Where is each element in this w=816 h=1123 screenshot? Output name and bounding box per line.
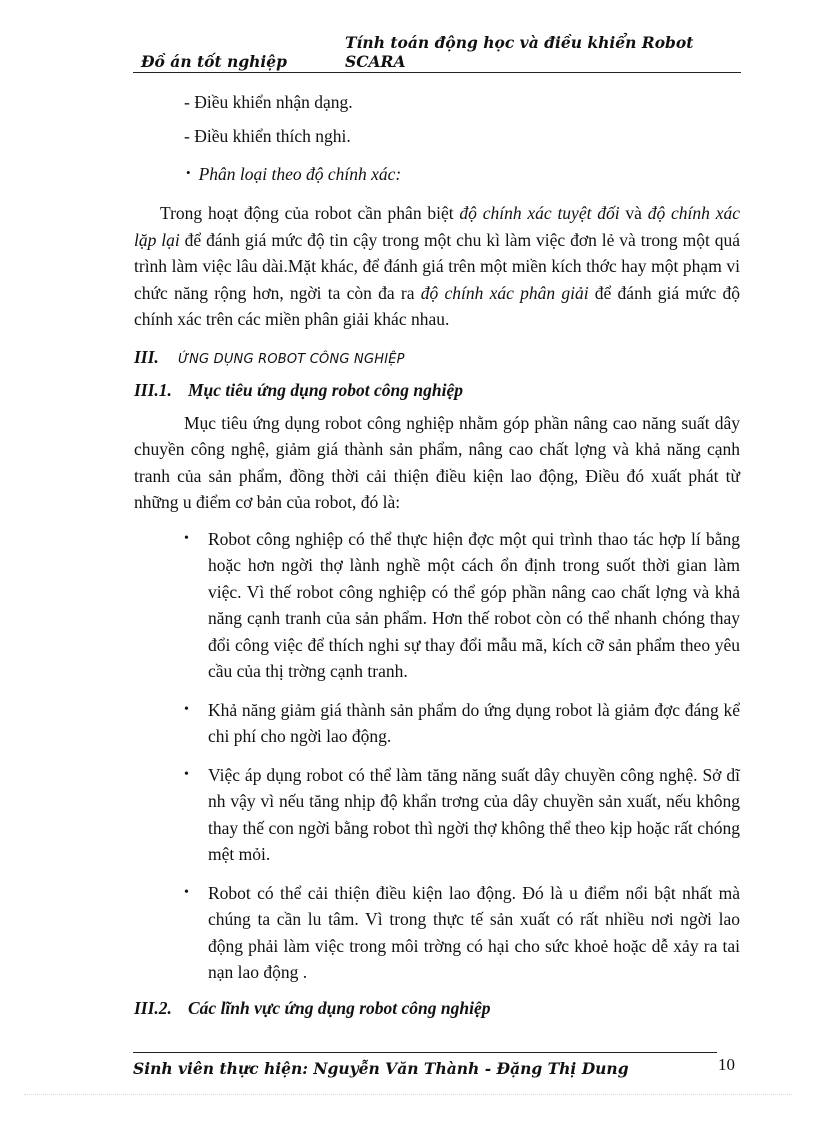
para1-text-2: và [619,203,648,223]
subsection-title: Các lĩnh vực ứng dụng robot công nghiệp [188,997,491,1018]
list-item-text: Khả năng giảm giá thành sản phẩm do ứng dụng robot là giảm đợc đáng kể chi phí cho ngời lao động. [208,699,740,746]
footer-author-text: Sinh viên thực hiện: Nguyễn Văn Thành - Đặng Thị Dung [133,1059,629,1078]
paragraph-do-chinh-xac [134,200,740,333]
section-number: III. [134,346,159,367]
bullet-dot-icon: • [184,530,189,546]
page-edge-divider [24,1094,792,1095]
bullet-heading-do-chinh-xac [134,160,740,190]
list-line-nhan-dang: - Điều khiển nhận dạng. [184,92,353,112]
list-item-text: Robot công nghiệp có thể thực hiện đợc một qui trình thao tác hợp lí bằng hoặc hơn ngời thợ lành nghề một cách ổn định trong suốt thời gian làm việc. Vì thế robot công nghiệp có thể góp phần nâng cao chất lợng và khả năng cạnh tranh của sản phẩm. Hơn thế robot còn có thể nhanh chóng thay đổi công việc để thích nghi sự thay đổi mẫu mã, kích cỡ sản phẩm theo yêu cầu của thị trờng cạnh tranh. [208,528,740,681]
list-item-text: Robot có thể cải thiện điều kiện lao động. Đó là u điểm nổi bật nhất mà chúng ta cần lu tâm. Vì trong thực tế sản xuất có rất nhiều nơi ngời lao động phải làm việc trong môi trờng có hại cho sức khoẻ hoặc dễ xảy ra tai nạn lao động . [208,882,740,982]
advantages-list [134,526,740,986]
list-item-text: Việc áp dụng robot có thể làm tăng năng suất dây chuyền công nghệ. Sở dĩ nh vậy vì nếu tăng nhịp độ khẩn trơng của dây chuyền sản xuất, nếu không thay thế con ngời bằng robot thì ngời thợ không thể theo kịp hoặc rất chóng mệt mỏi. [208,764,740,864]
bullet-heading-text: Phân loại theo độ chính xác: [198,164,402,184]
section-heading-iii [134,343,740,374]
list-item [184,880,740,986]
list-item [184,526,740,685]
header-right-text: Tính toán động học và điều khiển Robot SCARA [345,33,694,71]
page-footer [133,1052,717,1078]
list-line-thich-nghi: - Điều khiển thích nghi. [184,126,351,146]
section-title: ỨNG DỤNG ROBOT CÔNG NGHIỆP [178,351,405,367]
page-content [134,88,740,1022]
header-left-text: Đồ án tốt nghiệp [141,52,288,71]
bullet-dot-icon: • [184,766,189,782]
para1-italic-3: độ chính xác phân giải [420,282,589,303]
list-item [184,762,740,868]
para1-text-3: để đánh giá mức độ tin cậy trong một chu kì làm việc đơn lẻ và trong một quá trình làm việc lâu dài.Mặt khác, để đánh giá trên một miền kích thớc hay một phạm vi chức năng rộng hơn, ngời ta còn đa ra [134,229,740,303]
list-item [184,697,740,750]
subsection-title: Mục tiêu ứng dụng robot công nghiệp [188,379,463,400]
bullet-dot-icon: • [184,884,189,900]
page-header [133,33,741,73]
subsection-number: III.1. [134,379,172,400]
subsection-heading-iii-1 [134,376,740,404]
para1-text-1: Trong hoạt động của robot cần phân biệt [160,203,460,223]
paragraph-muc-tieu: Mục tiêu ứng dụng robot công nghiệp nhằm góp phần nâng cao năng suất dây chuyền công nghệ, giảm giá thành sản phẩm, nâng cao chất lợng và khả năng cạnh tranh của sản phẩm, đồng thời cải thiện điều kiện lao động, Điều đó xuất phát từ những u điểm cơ bản của robot, đó là: [134,412,740,512]
bullet-dot-icon: • [184,701,189,717]
subsection-heading-iii-2 [134,994,740,1022]
para1-italic-2: độ chính xác lặp lại [134,203,740,250]
para1-italic-1: độ chính xác tuyệt đối [459,203,620,223]
bullet-dot-icon: • [186,165,191,180]
para1-text-4: để đánh giá mức độ chính xác trên các miền phân giải khác nhau. [134,282,741,329]
page-number: 10 [718,1055,735,1074]
subsection-number: III.2. [134,997,172,1018]
